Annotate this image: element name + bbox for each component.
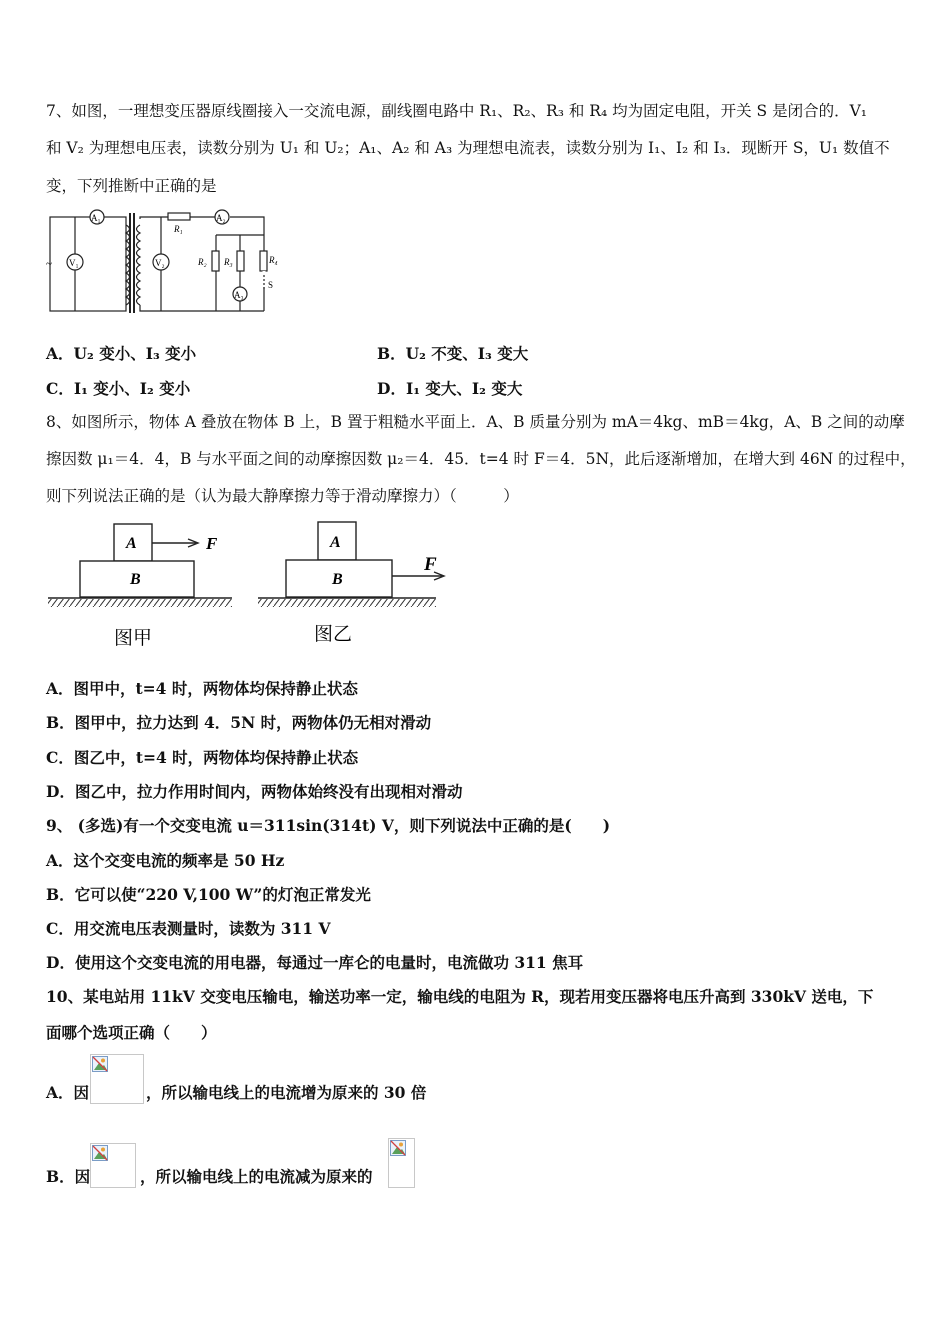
q9-option-c[interactable]: C．用交流电压表测量时，读数为 311 V	[46, 919, 331, 938]
q9-stem: 9、 (多选)有一个交变电流 u＝311sin(314t) V，则下列说法中正确的是( )	[46, 816, 611, 835]
broken-image-icon	[90, 1054, 144, 1104]
label-r2: R₂	[198, 257, 207, 267]
q9-option-a[interactable]: A．这个交变电流的频率是 50 Hz	[46, 851, 285, 870]
q8-option-d[interactable]: D．图乙中，拉力作用时间内，两物体始终没有出现相对滑动	[46, 782, 463, 801]
label-v1: V₁	[69, 258, 79, 268]
q7-option-c[interactable]: C．I₁ 变小、I₂ 变小	[46, 379, 191, 398]
q10-option-a-text[interactable]: ，所以输电线上的电流增为原来的 30 倍	[146, 1083, 427, 1102]
caption-yi: 图乙	[314, 624, 353, 645]
label-r3: R₃	[224, 257, 233, 267]
q10-stem-line2: 面哪个选项正确（ ）	[46, 1023, 217, 1042]
q8-figure-yi	[256, 518, 446, 653]
q7-option-d[interactable]: D．I₁ 变大、I₂ 变大	[377, 379, 523, 398]
q9-option-b[interactable]: B．它可以使“220 V,100 W”的灯泡正常发光	[46, 885, 371, 904]
label-f: F	[206, 534, 218, 553]
caption-jia: 图甲	[114, 628, 153, 649]
label-b: B	[130, 571, 141, 588]
q9-option-d[interactable]: D．使用这个交变电流的用电器，每通过一库仑的电量时，电流做功 311 焦耳	[46, 953, 584, 972]
q7-option-b[interactable]: B．U₂ 不变、I₃ 变大	[377, 344, 529, 363]
q10-option-b-prefix[interactable]: B．因	[46, 1167, 91, 1186]
broken-image-icon	[388, 1138, 415, 1188]
q7-stem-line3: 变，下列推断中正确的是	[46, 177, 217, 195]
q7-stem-line1: 7、如图，一理想变压器原线圈接入一交流电源，副线圈电路中 R₁、R₂、R₃ 和 R₄ 均为固定电阻，开关 S 是闭合的．V₁	[46, 102, 867, 120]
q8-stem-line3: 则下列说法正确的是（认为最大静摩擦力等于滑动摩擦力）（ ）	[46, 487, 519, 505]
q7-circuit-diagram	[44, 205, 284, 317]
q8-figure-jia	[46, 518, 236, 653]
q8-stem-line2: 擦因数 μ₁＝4．4，B 与水平面之间的动摩擦因数 μ₂＝4．45．t=4 时 F＝4．5N，此后逐渐增加，在增大到 46N 的过程中，	[46, 450, 916, 468]
q10-option-a-prefix[interactable]: A．因	[46, 1083, 90, 1102]
q8-option-b[interactable]: B．图甲中，拉力达到 4．5N 时，两物体仍无相对滑动	[46, 713, 432, 732]
label-a: A	[330, 534, 341, 551]
q7-stem-line2: 和 V₂ 为理想电压表，读数分别为 U₁ 和 U₂；A₁、A₂ 和 A₃ 为理想电流表，读数分别为 I₁、I₂ 和 I₃．现断开 S，U₁ 数值不	[46, 139, 890, 157]
label-source: ~	[46, 258, 52, 270]
label-s: S	[268, 280, 274, 290]
q8-stem-line1: 8、如图所示，物体 A 叠放在物体 B 上，B 置于粗糙水平面上．A、B 质量分别为 mA＝4kg、mB＝4kg，A、B 之间的动摩	[46, 413, 905, 431]
label-a2: A₂	[216, 213, 226, 223]
q10-stem-line1: 10、某电站用 11kV 交变电压输电，输送功率一定，输电线的电阻为 R，现若用变压器将电压升高到 330kV 送电，下	[46, 987, 874, 1006]
label-a: A	[126, 535, 137, 552]
label-v2: V₂	[155, 258, 165, 268]
label-r1: R₁	[174, 224, 183, 234]
q8-option-c[interactable]: C．图乙中，t=4 时，两物体均保持静止状态	[46, 748, 359, 767]
label-a1: A₁	[91, 213, 101, 223]
label-b: B	[332, 571, 343, 588]
broken-image-icon	[90, 1143, 136, 1188]
label-r4: R₄	[269, 255, 278, 265]
label-f: F	[424, 554, 437, 575]
q7-option-a[interactable]: A．U₂ 变小、I₃ 变小	[46, 344, 197, 363]
q10-option-b-text[interactable]: ，所以输电线上的电流减为原来的	[140, 1167, 373, 1186]
q8-option-a[interactable]: A．图甲中，t=4 时，两物体均保持静止状态	[46, 679, 358, 698]
label-a3: A₃	[234, 290, 244, 300]
